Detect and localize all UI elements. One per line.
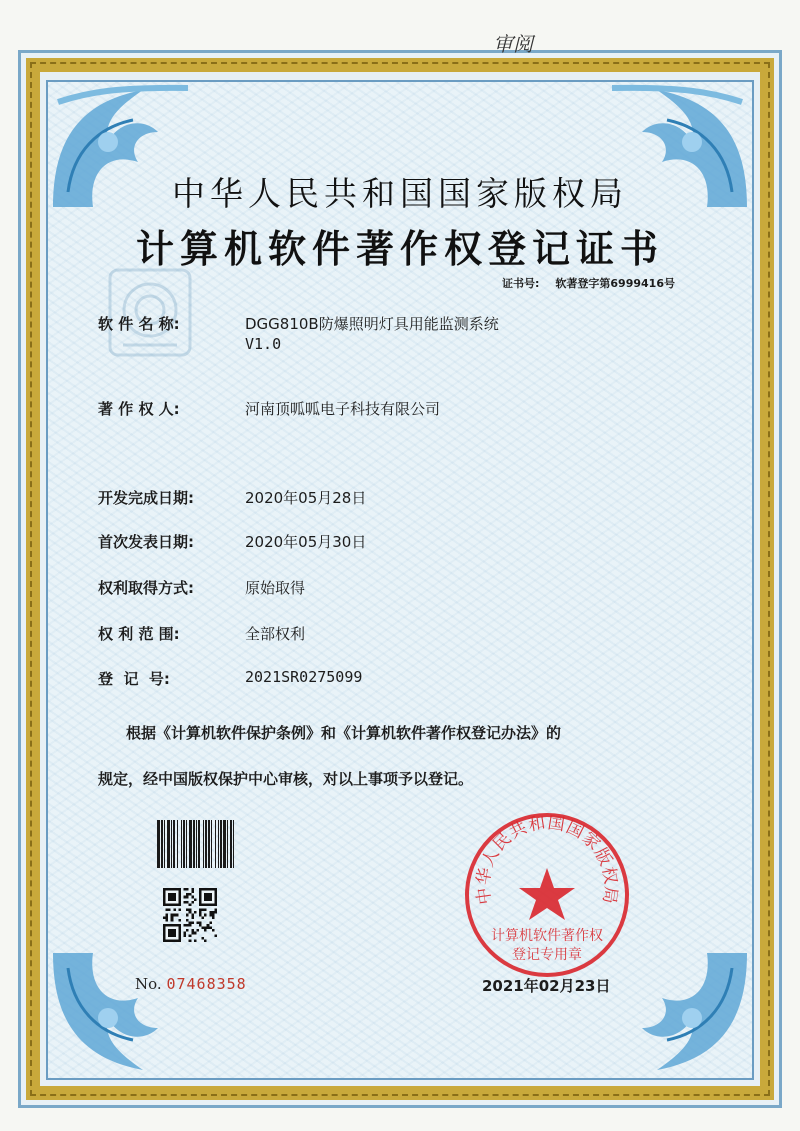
qr-module bbox=[186, 929, 189, 932]
qr-module bbox=[191, 888, 194, 891]
official-seal bbox=[462, 810, 632, 980]
qr-module bbox=[166, 919, 169, 922]
qr-module bbox=[209, 914, 212, 917]
qr-module bbox=[212, 911, 215, 914]
qr-module bbox=[199, 911, 202, 914]
qr-module bbox=[186, 914, 189, 917]
qr-module bbox=[173, 909, 176, 912]
qr-module bbox=[191, 921, 194, 924]
qr-module bbox=[184, 932, 187, 935]
qr-module bbox=[191, 896, 194, 899]
issuing-authority: 中华人民共和国国家版权局 bbox=[172, 174, 628, 213]
qr-module bbox=[171, 914, 174, 917]
certificate-number-value: 软著登字第6999416号 bbox=[555, 277, 675, 290]
acquire-value: 原始取得 bbox=[245, 579, 306, 597]
qr-module bbox=[191, 916, 194, 919]
qr-finder bbox=[204, 893, 212, 901]
qr-module bbox=[178, 909, 181, 912]
owner-label: 著 作 权 人: bbox=[98, 400, 180, 418]
qr-module bbox=[202, 927, 205, 930]
qr-module bbox=[189, 893, 192, 896]
qr-module bbox=[204, 929, 207, 932]
serial-value: 07468358 bbox=[166, 975, 247, 993]
qr-module bbox=[163, 916, 166, 919]
certificate-title: 计算机软件著作权登记证书 bbox=[135, 227, 664, 271]
qr-module bbox=[214, 909, 217, 912]
certificate-number-label: 证书号: bbox=[502, 277, 540, 290]
qr-module bbox=[171, 919, 174, 922]
seal-line-1: 计算机软件著作权 bbox=[491, 928, 603, 944]
qr-module bbox=[189, 909, 192, 912]
seal-line-2: 登记专用章 bbox=[512, 947, 582, 963]
qr-module bbox=[189, 921, 192, 924]
qr-module bbox=[186, 893, 189, 896]
qr-module bbox=[204, 927, 207, 930]
scope-value: 全部权利 bbox=[245, 625, 306, 643]
statement-line-1: 根据《计算机软件保护条例》和《计算机软件著作权登记办法》的 bbox=[126, 724, 562, 742]
qr-module bbox=[166, 914, 169, 917]
qr-module bbox=[194, 932, 197, 935]
software-version-value: V1.0 bbox=[245, 335, 282, 353]
qr-module bbox=[186, 919, 189, 922]
qr-module bbox=[209, 911, 212, 914]
qr-module bbox=[189, 934, 192, 937]
qr-module bbox=[202, 937, 205, 940]
qr-module bbox=[207, 924, 210, 927]
qr-module bbox=[178, 919, 181, 922]
qr-module bbox=[189, 911, 192, 914]
qr-module bbox=[189, 939, 192, 942]
qr-module bbox=[204, 939, 207, 942]
acquire-label: 权利取得方式: bbox=[98, 579, 194, 597]
qr-finder bbox=[168, 929, 176, 937]
qr-module bbox=[207, 927, 210, 930]
statement-line-2: 规定，经中国版权保护中心审核，对以上事项予以登记。 bbox=[98, 770, 474, 788]
qr-module bbox=[189, 903, 192, 906]
qr-module bbox=[191, 901, 194, 904]
dev-date-value: 2020年05月28日 bbox=[245, 489, 367, 507]
qr-module bbox=[186, 909, 189, 912]
dev-date-label: 开发完成日期: bbox=[98, 489, 194, 507]
pub-date-value: 2020年05月30日 bbox=[245, 533, 367, 551]
qr-module bbox=[184, 888, 187, 891]
pub-date-label: 首次发表日期: bbox=[98, 533, 194, 551]
qr-module bbox=[189, 924, 192, 927]
ornament-bottom-left bbox=[48, 948, 198, 1078]
qr-module bbox=[194, 898, 197, 901]
qr-code bbox=[163, 888, 217, 942]
qr-module bbox=[184, 896, 187, 899]
qr-module bbox=[186, 924, 189, 927]
seal-ring-text: 中华人民共和国国家版权局 bbox=[473, 813, 621, 906]
qr-module bbox=[166, 909, 169, 912]
qr-module bbox=[176, 914, 179, 917]
barcode-bar bbox=[234, 820, 236, 868]
serial-number bbox=[135, 975, 247, 993]
qr-module bbox=[212, 916, 215, 919]
qr-module bbox=[173, 914, 176, 917]
qr-module bbox=[196, 929, 199, 932]
qr-module bbox=[212, 929, 215, 932]
qr-module bbox=[171, 916, 174, 919]
scope-label: 权 利 范 围: bbox=[98, 625, 180, 643]
qr-module bbox=[191, 929, 194, 932]
qr-module bbox=[184, 934, 187, 937]
reg-no-label: 登 记 号: bbox=[98, 670, 170, 688]
issue-date: 2021年02月23日 bbox=[482, 977, 611, 995]
barcode bbox=[157, 820, 269, 868]
qr-module bbox=[202, 916, 205, 919]
qr-module bbox=[209, 921, 212, 924]
qr-module bbox=[194, 911, 197, 914]
qr-module bbox=[202, 909, 205, 912]
handwritten-note: 审阅 bbox=[493, 32, 533, 56]
software-name-value: DGG810B防爆照明灯具用能监测系统 bbox=[245, 315, 499, 333]
qr-module bbox=[209, 927, 212, 930]
qr-finder bbox=[168, 893, 176, 901]
qr-module bbox=[212, 914, 215, 917]
qr-module bbox=[168, 909, 171, 912]
qr-module bbox=[186, 896, 189, 899]
qr-module bbox=[204, 914, 207, 917]
qr-module bbox=[204, 909, 207, 912]
certificate-number bbox=[502, 275, 675, 291]
qr-module bbox=[199, 921, 202, 924]
qr-module bbox=[196, 921, 199, 924]
qr-module bbox=[214, 911, 217, 914]
serial-prefix: No. bbox=[135, 975, 162, 993]
qr-module bbox=[199, 924, 202, 927]
qr-module bbox=[191, 914, 194, 917]
qr-module bbox=[191, 932, 194, 935]
reg-no-value: 2021SR0275099 bbox=[245, 668, 363, 686]
qr-module bbox=[186, 888, 189, 891]
qr-module bbox=[214, 934, 217, 937]
owner-value: 河南顶呱呱电子科技有限公司 bbox=[245, 400, 441, 418]
qr-module bbox=[194, 939, 197, 942]
qr-module bbox=[199, 914, 202, 917]
software-name-label: 软 件 名 称: bbox=[98, 315, 180, 333]
qr-module bbox=[191, 891, 194, 894]
qr-module bbox=[184, 924, 187, 927]
qr-module bbox=[166, 916, 169, 919]
qr-module bbox=[186, 901, 189, 904]
qr-module bbox=[184, 901, 187, 904]
qr-module bbox=[199, 909, 202, 912]
